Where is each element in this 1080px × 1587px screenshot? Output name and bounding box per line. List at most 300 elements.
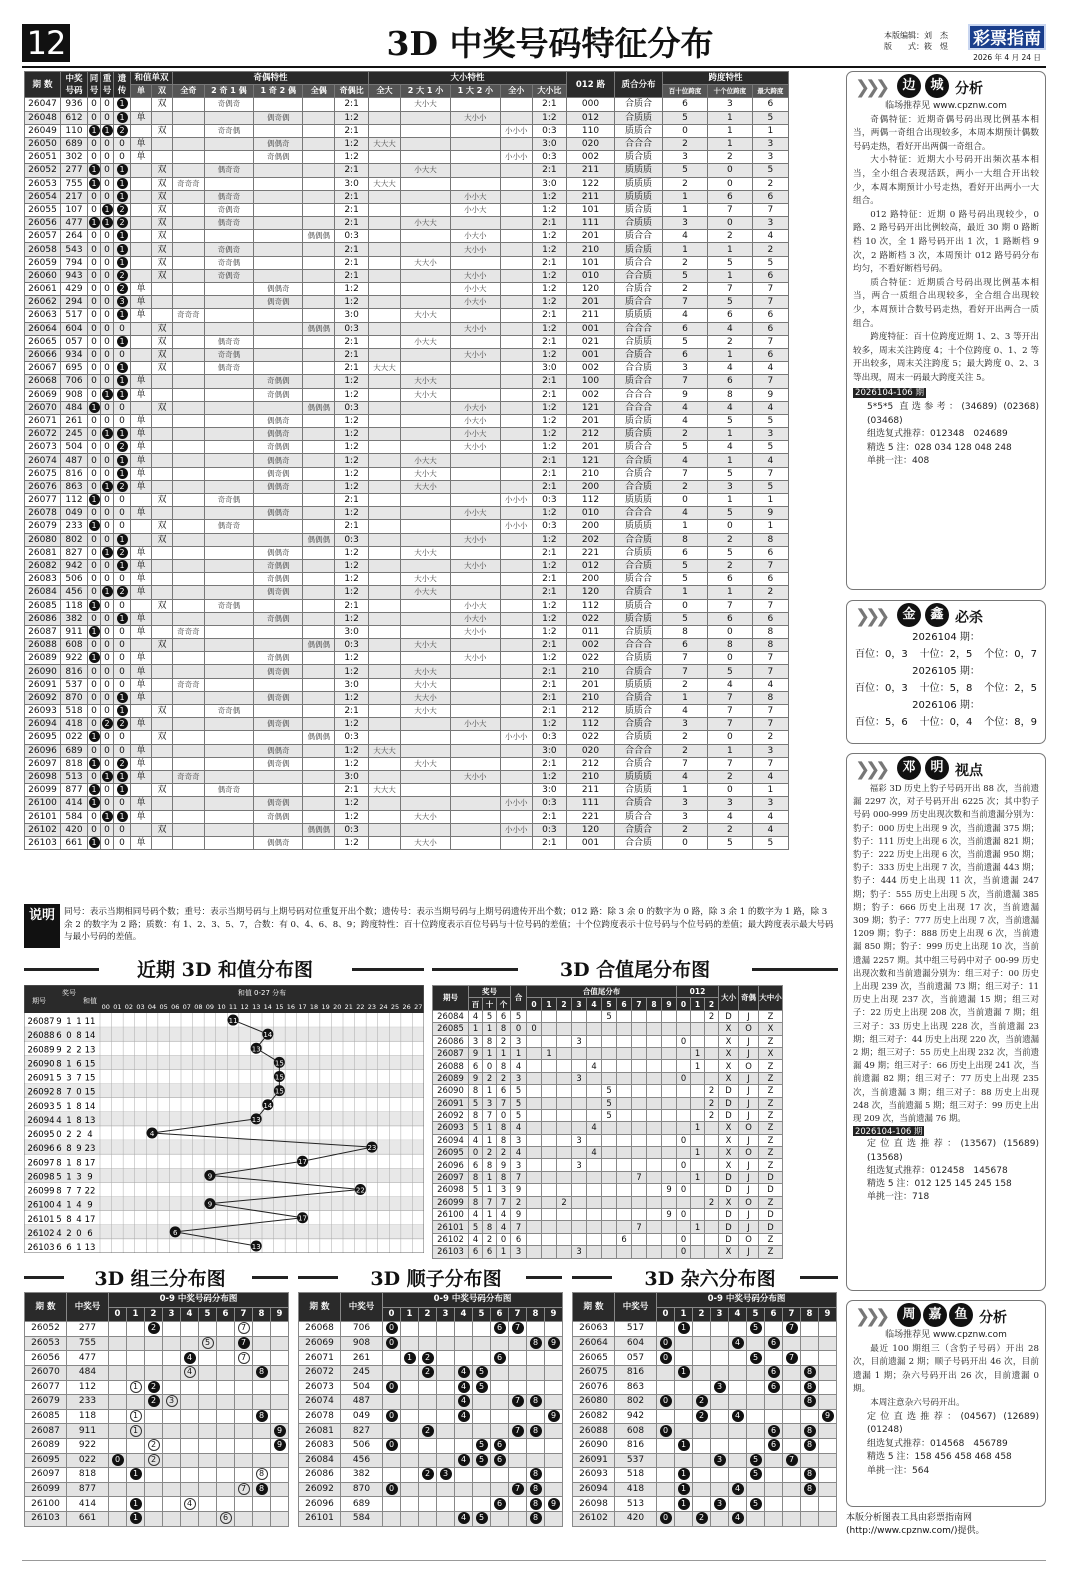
tail-dist-cell: 5 [602, 1097, 617, 1109]
tail-cell: 6 [511, 1233, 527, 1245]
table-row [573, 1497, 837, 1512]
sum-odd-cell [131, 348, 152, 361]
sum-even-cell [152, 612, 173, 625]
digit-cell: 1 [483, 1209, 497, 1221]
bs-cell: D [719, 1233, 739, 1245]
digit-cell [527, 1351, 545, 1366]
issue-cell: 26102 [25, 823, 61, 836]
filled-digit: 2 [696, 1410, 708, 1422]
recommend-line: 5*5*5 直选参考：(34689) (02368) (03468) [867, 402, 1039, 426]
digit-cell: 2 [483, 1072, 497, 1084]
author-circle: 周 [897, 1303, 921, 1327]
sum-even-cell: 双 [152, 705, 173, 718]
oe-ratio-cell: 2:1 [335, 335, 369, 348]
route-cell: 212 [567, 757, 615, 770]
count-dot: 1 [117, 178, 128, 189]
bs-pattern-cell: 小大大 [401, 217, 451, 230]
bs-pattern-cell: 小大大 [401, 586, 451, 599]
table-row [25, 164, 789, 177]
oe-pattern-cell [303, 784, 335, 797]
count-cell: 0 [101, 678, 114, 691]
sum-label: 17 [84, 1214, 96, 1225]
bs-cell: D [719, 1085, 739, 1097]
span-cell: 4 [663, 705, 708, 718]
digit-cell [145, 1453, 163, 1468]
digit-label: 8 [76, 1158, 82, 1169]
count-cell: 0 [114, 823, 131, 836]
span-cell: 4 [663, 401, 708, 414]
issue-cell: 26047 [25, 98, 61, 111]
bs-ratio-cell: 2:1 [532, 665, 566, 678]
bs-pattern-cell [369, 639, 401, 652]
route-cell: 200 [567, 520, 615, 533]
title-rule [24, 1276, 64, 1279]
sum-even-cell: 双 [152, 190, 173, 203]
digit-cell: 6 [469, 1060, 483, 1072]
oe-pattern-cell [254, 362, 303, 375]
tail-dist-cell [587, 1246, 602, 1258]
number-cell: 584 [61, 810, 88, 823]
oe-pattern-cell [204, 309, 253, 322]
digit-cell: 9 [469, 1047, 483, 1059]
oe-pattern-cell: 奇偶偶 [254, 573, 303, 586]
tail-dist-cell [572, 1147, 587, 1159]
count-cell: 0 [101, 269, 114, 282]
count-cell: 0 [101, 691, 114, 704]
digit-cell [181, 1424, 199, 1439]
route-cell [677, 1196, 691, 1208]
outlined-digit: 4 [184, 1498, 196, 1510]
count-cell [114, 335, 131, 348]
oe-pattern-cell [204, 665, 253, 678]
oe-pattern-cell: 偶偶奇 [254, 744, 303, 757]
tail-dist-cell [632, 1246, 647, 1258]
digit-cell [235, 1351, 253, 1366]
oe-pattern-cell [173, 586, 205, 599]
header-cell: 012 [677, 986, 719, 998]
digit-cell [419, 1395, 437, 1410]
digit-cell [675, 1409, 693, 1424]
tail-dist-cell: 0 [527, 1023, 542, 1035]
digit-cell [271, 1453, 289, 1468]
tail-dist-cell [647, 1246, 662, 1258]
count-cell [114, 441, 131, 454]
digit-cell [491, 1497, 509, 1512]
tail-dist-cell [662, 1010, 677, 1022]
digit-cell [473, 1468, 491, 1483]
sum-even-cell [152, 414, 173, 427]
oe-pattern-cell [204, 797, 253, 810]
span-cell: 3 [752, 428, 788, 441]
oe-cell: J [739, 1221, 759, 1233]
sum-even-cell: 双 [152, 731, 173, 744]
span-cell: 4 [752, 230, 788, 243]
span-cell: 6 [752, 546, 788, 559]
route-cell: 210 [567, 665, 615, 678]
issue-cell: 26050 [25, 137, 61, 150]
oe-ratio-cell: 1:2 [335, 137, 369, 150]
tail-dist-cell [647, 1171, 662, 1183]
bs-ratio-cell: 3:0 [532, 137, 566, 150]
count-cell: 0 [114, 625, 131, 638]
issue-cell: 26088 [573, 1424, 615, 1439]
oe-pattern-cell [173, 757, 205, 770]
number-cell: 870 [341, 1482, 383, 1497]
oe-ratio-cell: 0:3 [335, 731, 369, 744]
prime-cell: 合质质 [615, 111, 663, 124]
digit-cell [801, 1351, 819, 1366]
digit-cell [419, 1336, 437, 1351]
sum-even-cell: 双 [152, 401, 173, 414]
tail-dist-cell [662, 1023, 677, 1035]
tail-cell: 9 [511, 1209, 527, 1221]
bs-pattern-cell [401, 283, 451, 296]
sub-1big: 1 大 2 小 [450, 85, 500, 98]
digit-cell: 3 [483, 1097, 497, 1109]
table-row [433, 1097, 783, 1109]
oe-pattern-cell: 偶奇偶 [254, 691, 303, 704]
table-row [25, 810, 789, 823]
tail-dist-cell [662, 1085, 677, 1097]
oe-pattern-cell: 奇奇奇 [173, 309, 205, 322]
span-cell: 1 [707, 269, 752, 282]
bs-pattern-cell [450, 164, 500, 177]
prime-cell: 质合质 [615, 612, 663, 625]
span-cell: 4 [663, 414, 708, 427]
route-cell [677, 1221, 691, 1233]
tail-dist-cell [602, 1035, 617, 1047]
digit-cell [455, 1453, 473, 1468]
count-cell [101, 586, 114, 599]
tail-dist-cell [617, 1060, 632, 1072]
route-cell: 2 [705, 1085, 719, 1097]
tail-dist-cell [662, 1122, 677, 1134]
digit-header: 7 [783, 1307, 801, 1322]
route-cell [705, 1072, 719, 1084]
digit-cell [747, 1409, 765, 1424]
table-row [433, 1047, 783, 1059]
tail-dist-cell [617, 1134, 632, 1146]
digit-cell [527, 1511, 545, 1526]
bs-pattern-cell: 小大小 [450, 612, 500, 625]
tail-dist-cell [527, 1246, 542, 1258]
route-cell: 212 [567, 705, 615, 718]
sum-odd-cell: 单 [131, 546, 152, 559]
table-row [433, 1109, 783, 1121]
oe-pattern-cell [204, 836, 253, 849]
digit-cell: 8 [483, 1221, 497, 1233]
oe-pattern-cell [173, 731, 205, 744]
sum-label: 14 [84, 1031, 96, 1042]
digit-cell: 0 [483, 1060, 497, 1072]
route-cell [677, 1171, 691, 1183]
table-row [299, 1438, 563, 1453]
bs-pattern-cell [369, 375, 401, 388]
digit-header: 1 [127, 1307, 145, 1322]
count-cell [114, 124, 131, 137]
route-cell: 211 [567, 309, 615, 322]
digit-cell [163, 1424, 181, 1439]
filled-digit: 8 [530, 1512, 542, 1524]
digit-cell [199, 1336, 217, 1351]
digit-cell [545, 1453, 563, 1468]
digit-cell [383, 1438, 401, 1453]
digit-cell [401, 1468, 419, 1483]
tail-dist-cell [647, 1221, 662, 1233]
oe-pattern-cell [204, 533, 253, 546]
digit-cell [783, 1351, 801, 1366]
digit-cell [271, 1468, 289, 1483]
issue-cell: 26100 [25, 797, 61, 810]
digit-cell [509, 1482, 527, 1497]
count-cell: 0 [114, 348, 131, 361]
span-cell: 2 [752, 177, 788, 190]
count-dot: 1 [89, 178, 100, 189]
digit-cell [747, 1424, 765, 1439]
digit-cell [271, 1497, 289, 1512]
bs-ratio-cell: 1:2 [532, 428, 566, 441]
bs-pattern-cell: 大大小 [401, 256, 451, 269]
tick-label: 02 [124, 1003, 134, 1011]
digit-cell [765, 1336, 783, 1351]
count-cell: 0 [101, 639, 114, 652]
span-cell: 1 [707, 454, 752, 467]
header-row [433, 986, 783, 998]
count-cell: 0 [114, 151, 131, 164]
digit-cell [383, 1482, 401, 1497]
route-cell: 0 [677, 1246, 691, 1258]
table-row [25, 414, 789, 427]
issue-cell: 26100 [433, 1209, 469, 1221]
issue-label: 26090 [27, 1059, 55, 1070]
span-cell: 5 [752, 480, 788, 493]
filled-digit: 6 [768, 1337, 780, 1349]
oe-cell: J [739, 1209, 759, 1221]
bs-pattern-cell [450, 217, 500, 230]
tail-dist-cell [542, 1159, 557, 1171]
digit-cell [473, 1380, 491, 1395]
digit-cell [163, 1438, 181, 1453]
table-row [25, 533, 789, 546]
digit-cell [473, 1322, 491, 1337]
digit-cell [127, 1424, 145, 1439]
tail-dist-cell [647, 1023, 662, 1035]
prime-cell: 合质合 [615, 348, 663, 361]
filled-digit: 8 [530, 1337, 542, 1349]
digit-cell: 7 [497, 1196, 511, 1208]
count-cell: 0 [101, 454, 114, 467]
issue-cell: 26054 [25, 190, 61, 203]
bs-pattern-cell: 大小小 [450, 322, 500, 335]
span-cell: 2 [752, 243, 788, 256]
prime-cell: 合合合 [615, 507, 663, 520]
oe-pattern-cell [204, 823, 253, 836]
digit-cell [545, 1336, 563, 1351]
oe-pattern-cell [303, 388, 335, 401]
bs-pattern-cell: 大大小 [401, 836, 451, 849]
tail-dist-cell [542, 1221, 557, 1233]
oe-pattern-cell [254, 164, 303, 177]
filled-digit: 5 [476, 1366, 488, 1378]
author-circle: 边 [897, 74, 921, 98]
digit-cell [729, 1497, 747, 1512]
count-cell: 0 [88, 823, 101, 836]
digit-cell [109, 1336, 127, 1351]
count-cell [88, 797, 101, 810]
issue-cell: 26080 [573, 1395, 615, 1410]
count-dot: 1 [89, 494, 100, 505]
bs-pattern-cell: 小小大 [450, 203, 500, 216]
prime-cell: 合质合 [615, 797, 663, 810]
digit-cell [271, 1365, 289, 1380]
issue-cell: 26103 [25, 1511, 67, 1526]
bs-pattern-cell [369, 494, 401, 507]
sum-even-cell [152, 151, 173, 164]
bs-pattern-cell [500, 784, 532, 797]
panel-body [847, 782, 1045, 1205]
count-dot: 1 [89, 520, 100, 531]
route-cell: 120 [567, 283, 615, 296]
number-cell: 537 [61, 678, 88, 691]
route-cell: 1 [691, 1221, 705, 1233]
digit-cell [199, 1468, 217, 1483]
bs-pattern-cell [500, 744, 532, 757]
digit-header: 3 [711, 1307, 729, 1322]
table-row [25, 322, 789, 335]
route-cell [691, 1023, 705, 1035]
header-sum: 和值 [83, 997, 97, 1005]
route-cell: 022 [567, 652, 615, 665]
tail-dist-cell [617, 1246, 632, 1258]
bs-pattern-cell: 大大大 [369, 784, 401, 797]
digit-cell [819, 1351, 837, 1366]
digit-cell [419, 1468, 437, 1483]
issue-label: 26101 [27, 1214, 55, 1225]
sum-even-cell [152, 770, 173, 783]
table-row [25, 1322, 289, 1337]
oe-cell: O [739, 1060, 759, 1072]
tail-dist-cell [557, 1023, 572, 1035]
size-cell: Z [759, 1072, 783, 1084]
kill-value: 个位：0，7 [984, 649, 1037, 660]
digit-cell [253, 1322, 271, 1337]
tail-dist-cell [617, 1023, 632, 1035]
oe-pattern-cell: 偶奇偶 [254, 797, 303, 810]
digit-cell [217, 1424, 235, 1439]
bs-ratio-cell: 1:2 [532, 599, 566, 612]
tail-dist-cell [557, 1035, 572, 1047]
span-cell: 4 [663, 507, 708, 520]
table-row [299, 1409, 563, 1424]
tail-dist-cell: 4 [587, 1060, 602, 1072]
header-cell: 3 [572, 998, 587, 1010]
sub-all-big: 全大 [369, 85, 401, 98]
bs-pattern-cell [450, 573, 500, 586]
table-row [25, 388, 789, 401]
header-cell: 0 [527, 998, 542, 1010]
oe-pattern-cell: 奇奇偶 [204, 348, 253, 361]
digit-cell [235, 1336, 253, 1351]
tail-dist-cell [632, 1196, 647, 1208]
prime-cell: 合合合 [615, 322, 663, 335]
size-cell: Z [759, 1134, 783, 1146]
prime-cell: 质合合 [615, 296, 663, 309]
filled-digit: 1 [404, 1352, 416, 1364]
digit-label: 1 [76, 1017, 82, 1028]
digit-cell [765, 1497, 783, 1512]
route-cell: 210 [567, 243, 615, 256]
tail-dist-cell: 5 [602, 1010, 617, 1022]
digit-cell [675, 1351, 693, 1366]
count-cell: 0 [88, 375, 101, 388]
bs-pattern-cell [450, 480, 500, 493]
bs-pattern-cell [500, 217, 532, 230]
filled-digit: 1 [678, 1439, 690, 1451]
oe-pattern-cell: 偶偶奇 [254, 428, 303, 441]
count-cell: 0 [88, 705, 101, 718]
count-dot: 1 [89, 758, 100, 769]
count-cell: 0 [88, 296, 101, 309]
oe-pattern-cell: 奇偶偶 [254, 388, 303, 401]
issue-label: 26089 [27, 1045, 55, 1056]
number-cell: 604 [61, 322, 88, 335]
bs-ratio-cell: 0:3 [532, 124, 566, 137]
count-cell [114, 375, 131, 388]
digit-cell [181, 1511, 199, 1526]
span-cell: 0 [707, 625, 752, 638]
bs-pattern-cell [500, 533, 532, 546]
bs-pattern-cell: 大大大 [369, 744, 401, 757]
issue-label: 26097 [27, 1158, 55, 1169]
span-cell: 4 [663, 454, 708, 467]
oe-pattern-cell [254, 348, 303, 361]
route-cell: 201 [567, 230, 615, 243]
oe-cell: J [739, 1246, 759, 1258]
bs-pattern-cell [500, 283, 532, 296]
outlined-digit: 3 [166, 1395, 178, 1407]
issue-cell: 26057 [25, 230, 61, 243]
digit-cell [711, 1453, 729, 1468]
size-cell: Z [759, 1233, 783, 1245]
issue-cell: 26094 [25, 718, 61, 731]
digit-label: 5 [56, 1101, 62, 1112]
table-row [299, 1336, 563, 1351]
digit-label: 1 [66, 1101, 72, 1112]
bs-ratio-cell: 2:1 [532, 480, 566, 493]
issue-cell: 26084 [25, 586, 61, 599]
span-cell: 6 [752, 612, 788, 625]
route-cell [705, 1134, 719, 1146]
bs-pattern-cell: 小小大 [450, 599, 500, 612]
bs-ratio-cell: 1:2 [532, 559, 566, 572]
col-number: 中奖 号码 [61, 72, 88, 98]
route-cell [705, 1184, 719, 1196]
route-cell: 012 [567, 111, 615, 124]
digit-cell [747, 1395, 765, 1410]
span-cell: 1 [707, 494, 752, 507]
tail-dist-cell [647, 1233, 662, 1245]
tail-dist-cell [632, 1097, 647, 1109]
bs-pattern-cell [401, 599, 451, 612]
issue-cell: 26064 [25, 322, 61, 335]
tail-dist-cell [617, 1171, 632, 1183]
sum-even-cell [152, 546, 173, 559]
tail-dist-cell [572, 1221, 587, 1233]
digit-cell [419, 1380, 437, 1395]
tail-dist-cell [542, 1196, 557, 1208]
filled-digit: 5 [476, 1512, 488, 1524]
digit-cell [217, 1409, 235, 1424]
